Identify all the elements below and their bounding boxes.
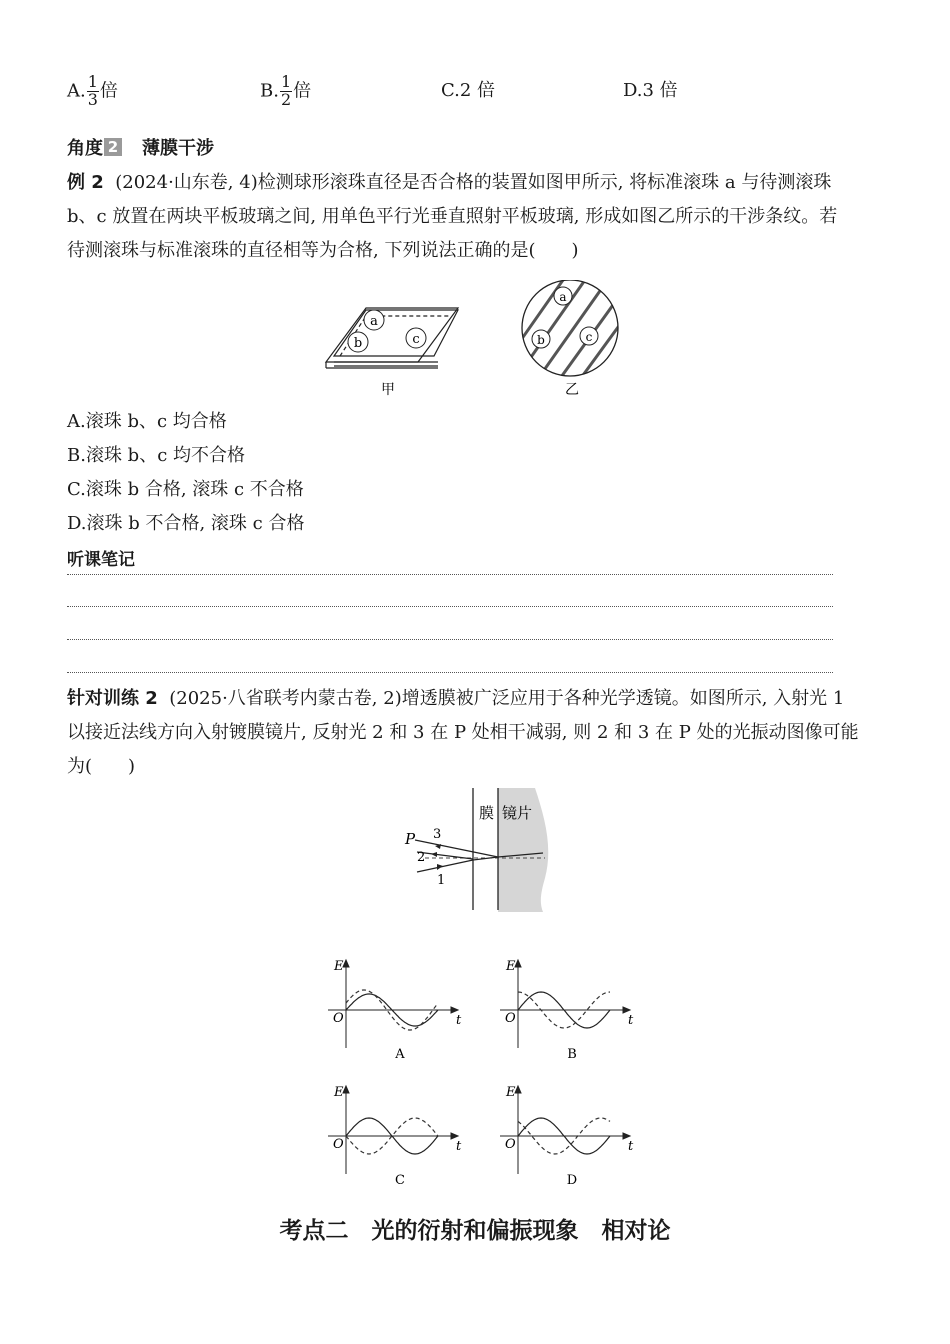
example-2-question: 例 2 (2024·山东卷, 4)检测球形滚珠直径是否合格的装置如图甲所示, 将标准滚珠 a 与待测滚珠 b、c 放置在两块平板玻璃之间, 用单色平行光垂直照射平板玻璃, 形成如图乙所示的干涉条纹。若 待测滚珠与标准滚珠的直径相等为合格, 下列说法正确的是( ) — [67, 172, 838, 261]
note-line — [67, 574, 833, 575]
ball-label-a-right: a — [559, 290, 567, 304]
ball-label-b-right: b — [537, 333, 545, 347]
graph-caption: B — [567, 1047, 577, 1062]
t-axis-label: t — [456, 1139, 462, 1154]
fraction-one-half: $\frac{1}{2}$ — [280, 72, 292, 109]
choice-b: B.滚珠 b、c 均不合格 — [67, 445, 245, 466]
training-label: 针对训练 2 — [67, 688, 158, 709]
ball-label-b-left: b — [353, 336, 363, 351]
e-axis-label: E — [334, 959, 344, 974]
angle-heading: 角度 2 薄膜干涉 — [67, 138, 214, 159]
wave-graphs — [318, 950, 648, 1186]
notes-heading: 听课笔记 — [67, 550, 135, 570]
caption-jia: 甲 — [381, 382, 395, 398]
label-film: 膜 — [479, 804, 495, 822]
label-P: P — [405, 830, 416, 848]
option-b-top: B. $\frac{1}{2}$ 倍 — [260, 72, 312, 109]
example-label: 例 2 — [67, 172, 104, 193]
origin-label: O — [333, 1011, 344, 1026]
t-axis-label: t — [628, 1139, 634, 1154]
e-axis-arrow — [343, 1086, 349, 1093]
ball-label-a-left: a — [370, 314, 378, 329]
label-lens: 镜片 — [502, 804, 533, 822]
option-a-top: A. $\frac{1}{3}$ 倍 — [67, 72, 118, 109]
ray-label-1: 1 — [437, 873, 446, 888]
ball-label-c-left: c — [412, 332, 420, 347]
e-axis-label: E — [506, 1085, 516, 1100]
glass-plates-diagram — [324, 308, 458, 368]
origin-label: O — [333, 1137, 344, 1152]
ball-label-c-right: c — [585, 330, 593, 344]
choice-d: D.滚珠 b 不合格, 滚珠 c 合格 — [67, 513, 305, 534]
graph-caption: D — [566, 1173, 578, 1186]
ray-1-incident — [417, 860, 473, 872]
note-line — [67, 639, 833, 640]
ray-label-2: 2 — [417, 850, 426, 865]
fraction-one-third: $\frac{1}{3}$ — [87, 72, 98, 109]
graph-caption: A — [395, 1047, 405, 1062]
choice-c: C.滚珠 b 合格, 滚珠 c 不合格 — [67, 479, 304, 500]
section-title: 考点二 光的衍射和偏振现象 相对论 — [279, 1218, 671, 1244]
note-line — [67, 606, 833, 607]
e-axis-label: E — [506, 959, 516, 974]
t-axis-label: t — [628, 1013, 634, 1028]
figure-ball-interference — [310, 280, 640, 402]
graph-caption: C — [395, 1173, 405, 1186]
caption-yi: 乙 — [565, 382, 579, 398]
note-line — [67, 672, 833, 673]
choice-a: A.滚珠 b、c 均合格 — [67, 411, 227, 432]
option-c-top: C.2 倍 — [441, 80, 496, 101]
e-axis-arrow — [515, 960, 521, 967]
training-2-question: 针对训练 2 (2025·八省联考内蒙古卷, 2)增透膜被广泛应用于各种光学透镜。如图所示, 入射光 1 以接近法线方向入射镀膜镜片, 反射光 2 和 3 在 P 处相干减弱, 则 2 和 3 在 P 处的光振动图像可能 为( ) — [67, 688, 859, 777]
e-axis-arrow — [515, 1086, 521, 1093]
angle-number-badge: 2 — [104, 138, 122, 156]
figure-coated-lens — [395, 788, 565, 912]
option-d-top: D.3 倍 — [623, 80, 678, 101]
origin-label: O — [505, 1137, 516, 1152]
e-axis-arrow — [343, 960, 349, 967]
ray-label-3: 3 — [433, 827, 442, 842]
t-axis-label: t — [456, 1013, 462, 1028]
example-2-options — [67, 405, 304, 541]
e-axis-label: E — [334, 1085, 344, 1100]
origin-label: O — [505, 1011, 516, 1026]
ray-3-reflected — [415, 840, 498, 857]
